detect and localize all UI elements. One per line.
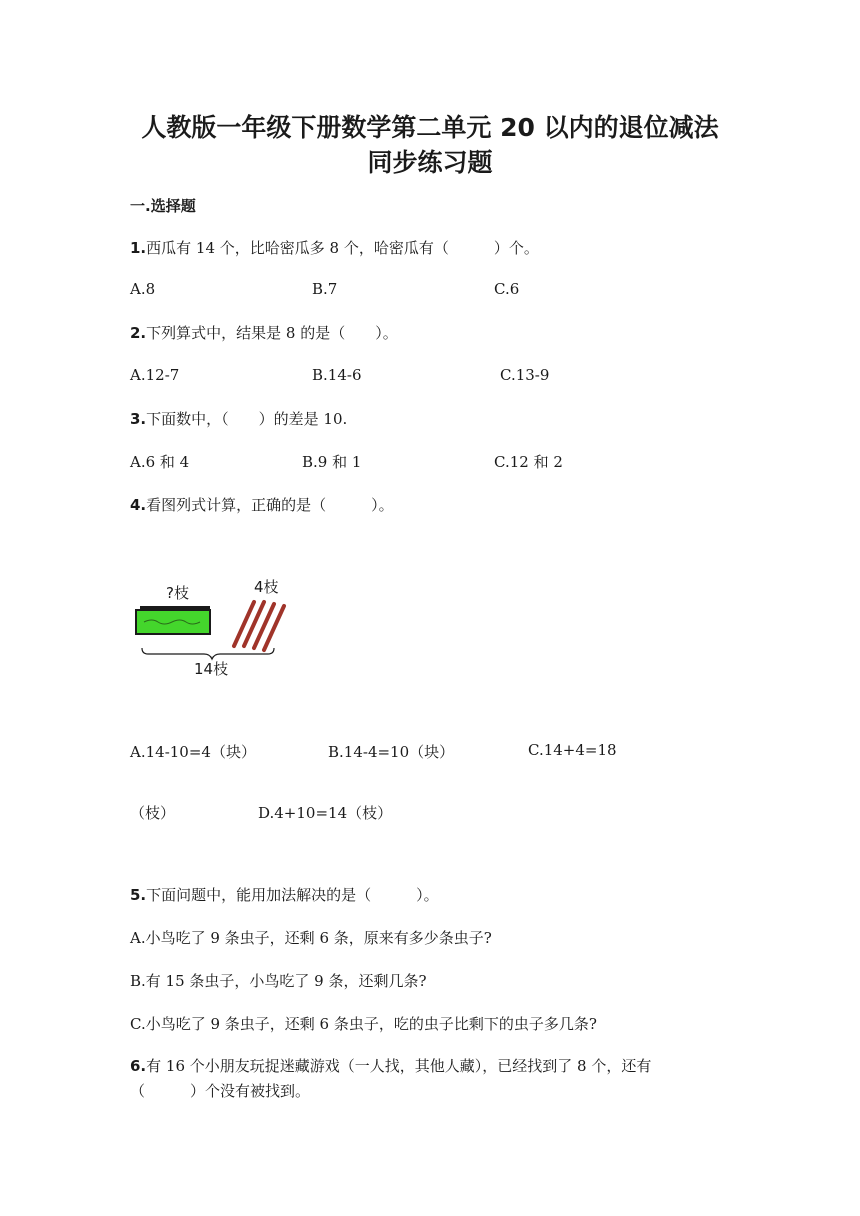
question-number: 4. (130, 496, 147, 514)
question-1 (130, 237, 539, 258)
question-text: 有 16 个小朋友玩捉迷藏游戏（一人找，其他人藏），已经找到了 8 个，还有 (146, 1057, 652, 1075)
question-text: 下面数中，（ ）的差是 10. (146, 410, 348, 428)
question-6 (130, 1055, 651, 1076)
question-text: 西瓜有 14 个，比哈密瓜多 8 个，哈密瓜有（ ）个。 (146, 239, 539, 257)
q4-option-b[interactable]: B.14-4=10（块） (328, 743, 455, 761)
question-2 (130, 322, 398, 343)
q2-option-c[interactable]: C.13-9 (500, 366, 550, 384)
pencil-2 (244, 602, 264, 646)
q2-option-a[interactable]: A.12-7 (130, 366, 180, 384)
q3-option-b[interactable]: B.9 和 1 (302, 453, 362, 471)
q4-option-d[interactable]: D.4+10=14（枝） (258, 804, 393, 822)
q2-option-b[interactable]: B.14-6 (312, 366, 362, 384)
question-number: 6. (130, 1057, 147, 1075)
q1-option-a[interactable]: A.8 (130, 280, 156, 298)
question-number: 3. (130, 410, 147, 428)
question-5 (130, 884, 439, 905)
question-text: 下列算式中，结果是 8 的是（ ）。 (146, 324, 398, 342)
pencil-1 (234, 602, 254, 646)
part-label: 4枝 (254, 578, 279, 596)
total-label: 14枝 (194, 660, 229, 678)
q3-option-c[interactable]: C.12 和 2 (494, 453, 563, 471)
q1-option-c[interactable]: C.6 (494, 280, 520, 298)
question-number: 2. (130, 324, 147, 342)
question-number: 1. (130, 239, 147, 257)
q5-option-b[interactable]: B.有 15 条虫子，小鸟吃了 9 条，还剩几条? (130, 972, 427, 990)
pencil-4 (264, 606, 284, 650)
section-heading: 一.选择题 (130, 197, 196, 215)
pencil-3 (254, 604, 274, 648)
q3-option-a[interactable]: A.6 和 4 (130, 453, 190, 471)
q5-option-a[interactable]: A.小鸟吃了 9 条虫子，还剩 6 条，原来有多少条虫子? (130, 929, 492, 947)
q4-option-a[interactable]: A.14-10=4（块） (130, 743, 256, 761)
question-4 (130, 494, 394, 515)
question-number: 5. (130, 886, 147, 904)
question-text: 下面问题中，能用加法解决的是（ ）。 (146, 886, 439, 904)
q1-option-b[interactable]: B.7 (312, 280, 338, 298)
pencil-figure (130, 570, 300, 680)
page-title-line2: 同步练习题 (367, 148, 493, 177)
question-text: 看图列式计算，正确的是（ ）。 (146, 496, 394, 514)
question-6-continued: （ ）个没有被找到。 (130, 1082, 311, 1100)
q5-option-c[interactable]: C.小鸟吃了 9 条虫子，还剩 6 条虫子，吃的虫子比剩下的虫子多几条? (130, 1015, 597, 1033)
q4-option-c-continued: （枝） (130, 804, 176, 822)
question-3 (130, 408, 347, 429)
page-title-line1: 人教版一年级下册数学第二单元 20 以内的退位减法 (141, 113, 719, 142)
pencils (234, 602, 284, 650)
unknown-label: ?枝 (166, 584, 189, 602)
q4-option-c[interactable]: C.14+4=18 (528, 741, 617, 759)
